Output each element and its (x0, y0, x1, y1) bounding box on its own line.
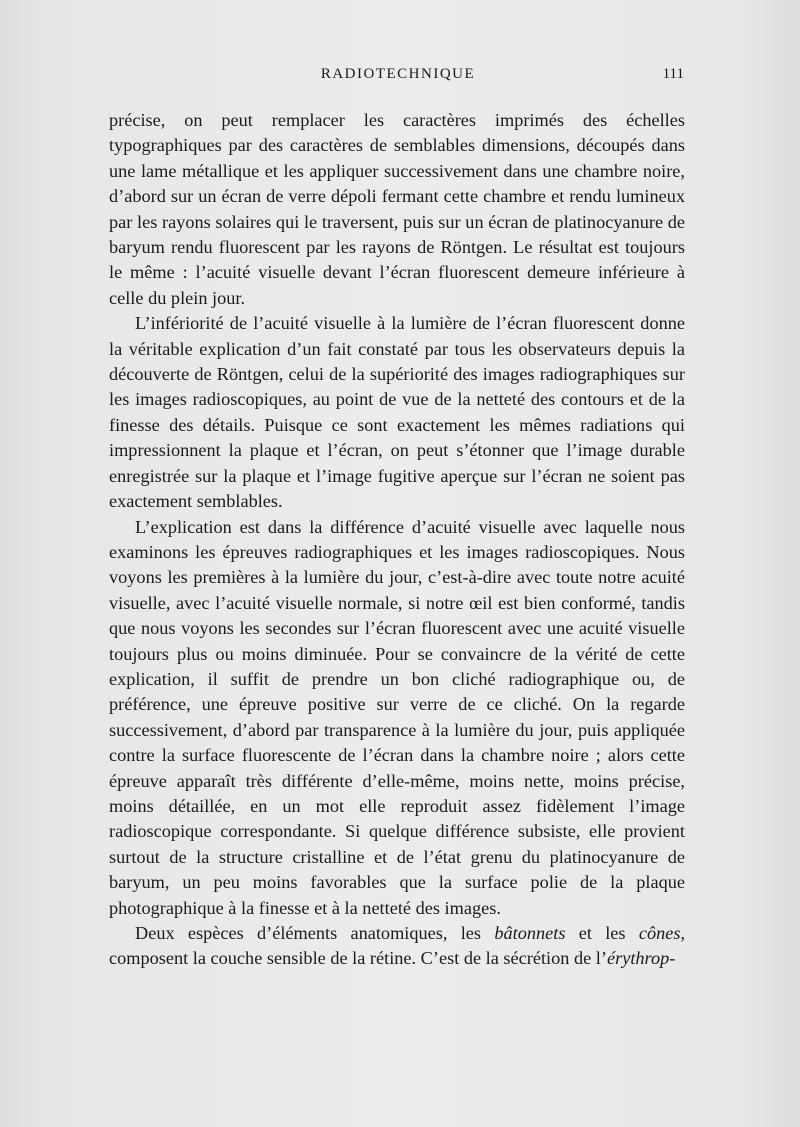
retina-text-mid: et les (578, 923, 626, 943)
paragraph-explanation: L’explication est dans la différence d’acuité visuelle avec laquelle nous examinons les épreuves radiographiques et les images radioscopiques. Nous voyons les premières à la lumière du jour, c’est-à-dire avec toute notre acuité visuelle, avec l’acuité visuelle normale, si notre œil est bien conformé, tandis que nous voyons les secondes sur l’écran fluorescent avec une acuité visuelle toujours plus ou moins diminuée. Pour se convaincre de la vérité de cette explication, il suffit de prendre un bon cliché radiographique ou, de préférence, une épreuve positive sur verre de ce cliché. On la regarde successivement, d’abord par transparence à la lumière du jour, puis appliquée contre la surface fluorescente de l’écran dans la chambre noire ; alors cette épreuve apparaît très différente d’elle-même, moins nette, moins précise, moins détaillée, en un mot elle reproduit assez fidèlement l’image radioscopique correspondante. Si quelque différence subsiste, elle provient surtout de la structure cristalline et de l’état grenu du platinocyanure de baryum, un peu moins favorables que la surface polie de la plaque photographique à la finesse et à la netteté des images. (109, 516, 685, 918)
running-header (112, 66, 684, 88)
paragraph-continuation: précise, on peut remplacer les caractères imprimés des échelles typographiques par des caractères de semblables dimensions, découpés dans une lame métallique et les appliquer successivement dans une chambre noire, d’abord sur un écran de verre dépoli fermant cette chambre et rendu lumineux par les rayons solaires qui le traversent, puis sur un écran de platinocyanure de baryum rendu fluorescent par les rayons de Röntgen. Le résultat est toujours le même : l’acuité visuelle devant l’écran fluorescent demeure inférieure à celle du plein jour. (109, 110, 685, 308)
body-text (109, 108, 685, 972)
paragraph-inferiority: L’infériorité de l’acuité visuelle à la lumière de l’écran fluorescent donne la véritable explication d’un fait constaté par tous les observateurs depuis la découverte de Röntgen, celui de la supériorité des images radiographiques sur les images radioscopiques, au point de vue de la netteté des contours et de la finesse des détails. Puisque ce sont exactement les mêmes radiations qui impressionnent la plaque et l’écran, on peut s’étonner que l’image durable enregistrée sur la plaque et l’image fugitive aperçue sur l’écran ne soient pas exactement semblables. (109, 313, 685, 512)
term-cones: cônes (638, 923, 681, 943)
retina-text-start: Deux espèces d’éléments anatomiques, les (135, 923, 482, 943)
term-batonnets: bâtonnets (494, 923, 566, 943)
retina-text-end: , composent la couche sensible de la rétine. C’est de la sécrétion de l’ (109, 923, 686, 969)
running-title: RADIOTECHNIQUE (320, 66, 476, 82)
page-number: 111 (662, 66, 684, 82)
paragraph-retina (109, 921, 685, 972)
term-erythrop: érythrop- (606, 948, 676, 969)
